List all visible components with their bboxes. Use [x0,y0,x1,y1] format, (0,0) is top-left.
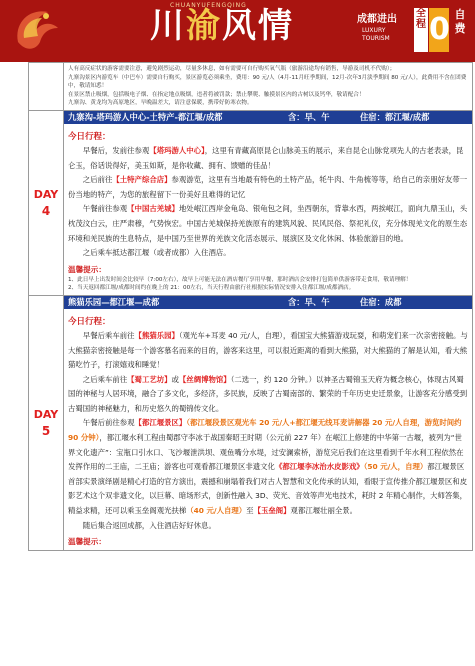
day5-stay: 住宿：成都 [360,296,402,307]
note-line: 九寨沟景区内游览车（中巴车）需要自行购买，景区游览必须乘坐，费用：90 元/人（4月-11月旺季期间，12月-次年3月淡季期间 80 元/人），此费用不含在团费中，敬请知悉！ [68,74,467,90]
note-line: 人有高反症状的游客需要注意，避免剧烈运动，尽量多休息，如有需要可自行购买氧气瓶（旅游沿途均有销售，导游及司机不代购）； [68,66,396,72]
day5-row [29,295,473,550]
day5-paragraph-2: 之后乘车前往【蜀工艺坊】或【丝绸博物馆】（二选一，约 120 分钟。）以神圣古蜀锦玉天府为概念核心，体现古风蜀国的神秘与人居环境，融合了多文化，多经济，多民族，反映了古蜀南部的、繁荣的千年历史史迁景象，让游客充分感受到古蜀国的神秘魅力，和历史悠久的蜀锦传文化。 [68,374,468,413]
day4-meals: 含：早、午 [288,111,330,122]
day4-tips-title: 温馨提示： [68,264,106,274]
badge-left: 全程 [414,8,428,52]
day4-row [29,110,473,295]
day4-paragraph-3: 午餐前往参观【中国古羌城】地处岷江西岸金龟岛、银龟包之间，坐西朝东，背靠水西，两挨岷江，面向九鼎玉山，头枕茂汶白云，庄严肃穆，气势恢宏。中国古羌城保持羌族原有的建筑风貌、民风民俗、祭祀礼仪，充分体现羌文化的原生态环境和羌民族的生息特点，是中国乃至世界的羌族文化活态展示、展演区及文化休闲、体验旅游目的地。 [68,204,468,243]
day4-section-title: 今日行程： [68,131,111,142]
day5-route-title: 熊猫乐园—都江堰—成都 [68,296,160,307]
notes-body [64,63,473,111]
day4-route-title: 九寨沟-塔玛游人中心-土特产-都江堰/成都 [68,111,223,122]
day5-section-title: 今日行程： [68,316,111,327]
note-line: 九寨沟、黄龙均为高原地区，早晚温差大，请注意保暖，携带好防寒衣物。 [68,100,253,107]
day5-tips-title: 温馨提示： [68,537,106,547]
itinerary-table [28,62,473,551]
day4-paragraph-1: 早餐后，发前往参观【塔玛游人中心】，这里有青藏高原昆仑山脉美玉的展示，来自昆仑山脉党项先人的古老表录，昆仑玉，俗话说得好，美玉如斯，是你收藏、拥有、馈赠的佳品！ [68,145,464,170]
day5-paragraph-1: 早餐后乘车前往【熊猫乐园】（观光车+耳麦 40 元/人，自理），看国宝大熊猫游戏玩耍，和萌宠们来一次亲密接触。与大熊猫亲密接触是每一个游客慕名而来的目的，游客来这里，可以很近距离的看到大熊猫，对大熊猫的了解是认知，看大熊猫吃竹子，打滚嬉戏和睡觉！ [68,330,468,370]
day5-title-bar [64,296,472,309]
day4-body [64,110,473,295]
day5-paragraph-3: 午餐后前往参观【都江堰景区】（都江堰段景区观光车 20 元/人+都江堰无线耳麦讲解器 20 元/人自理，游览时间约 90 分钟），都江堰水利工程由蜀郡守李冰于战国秦昭王时期（公元前 227 年）在岷江上修建的中华第一古堰，被列为“世界文化遗产”：宝瓶口引水口、飞沙堰泄洪坝、观鱼嘴分水堤，过安澜索桥，游览完后我们在这里看到千年水利工程依然在发挥作用的二王庙，二王庙；游客也可观看都江堰景区非遗文化《都江堰李冰治水皮影戏》（50 元/人，自理）都江堰景区首部实景演绎剧是精心打造的官方演出，震撼和崩塌着我们对古人智慧和文化传承的认知，看眼于宣传推介都江堰景区和皮影艺术这个双非遗文化，以巨幕、暗场形式，创新性融入 3D、荧光、音效等声光电技术，耗时 2 年精心制作，大师答集，精益求精，还可以乘玉垒阁观光扶梯（40 元/人自理）至【玉垒阁】观都江堰壮丽全景。 [68,418,468,516]
day5-body [64,295,473,550]
day5-paragraph-4: 随后集合返回成都，入住酒店好好休息。 [82,520,216,530]
day4-tip-2: 2、当天返回都江堰/成都时间约在晚上的 21：00左右，当天行程由旅行社根据实际情况安排入住都江堰/成都酒店。 [68,285,355,292]
day4-label: DAY 4 [29,110,64,295]
day4-paragraph-4: 之后乘车抵达都江堰（或者成都）入住酒店。 [82,248,231,258]
route-label: 成都进出 [357,14,397,25]
notes-row [29,63,473,111]
price-badge [414,8,472,52]
day4-stay: 住宿：都江堰/成都 [360,111,430,122]
badge-number: 0 [429,8,449,52]
header-banner [0,0,475,62]
day4-title-bar [64,111,472,124]
title-pinyin: CHUANYUFENGQING [170,2,247,9]
day4-paragraph-2: 之后前往【土特产综合店】参观游览，这里有当地最有特色的土特产品，牦牛肉、牛角梳等等，给自己的亲朋好友带一份当地的特产，为您的旅程留下一份美好且难得的记忆 [68,175,468,199]
itinerary-content [28,62,468,551]
day5-label: DAY 5 [29,295,64,550]
note-line: 在景区禁止吸烟，包括吸电子烟、在指定地点吸烟，违者将被罚款；禁止攀爬、触摸景区内的古树以及钙华，敬请配合！ [68,91,365,98]
day4-tip-1: 1、此日早上出发时间会比较早（7:00左右），故早上可能无法在酒店餐厅享用早餐，那时酒店会安排打包简单供游客带走食用，敬请理解！ [68,276,412,283]
empty-day-cell [29,63,64,111]
page-title: 川渝风情 [150,6,294,46]
brand-subtitle: LUXURY TOURISM [362,27,390,42]
day5-meals: 含：早、午 [288,296,330,307]
phoenix-logo-icon [8,2,64,58]
badge-right: 自费 [454,8,466,35]
